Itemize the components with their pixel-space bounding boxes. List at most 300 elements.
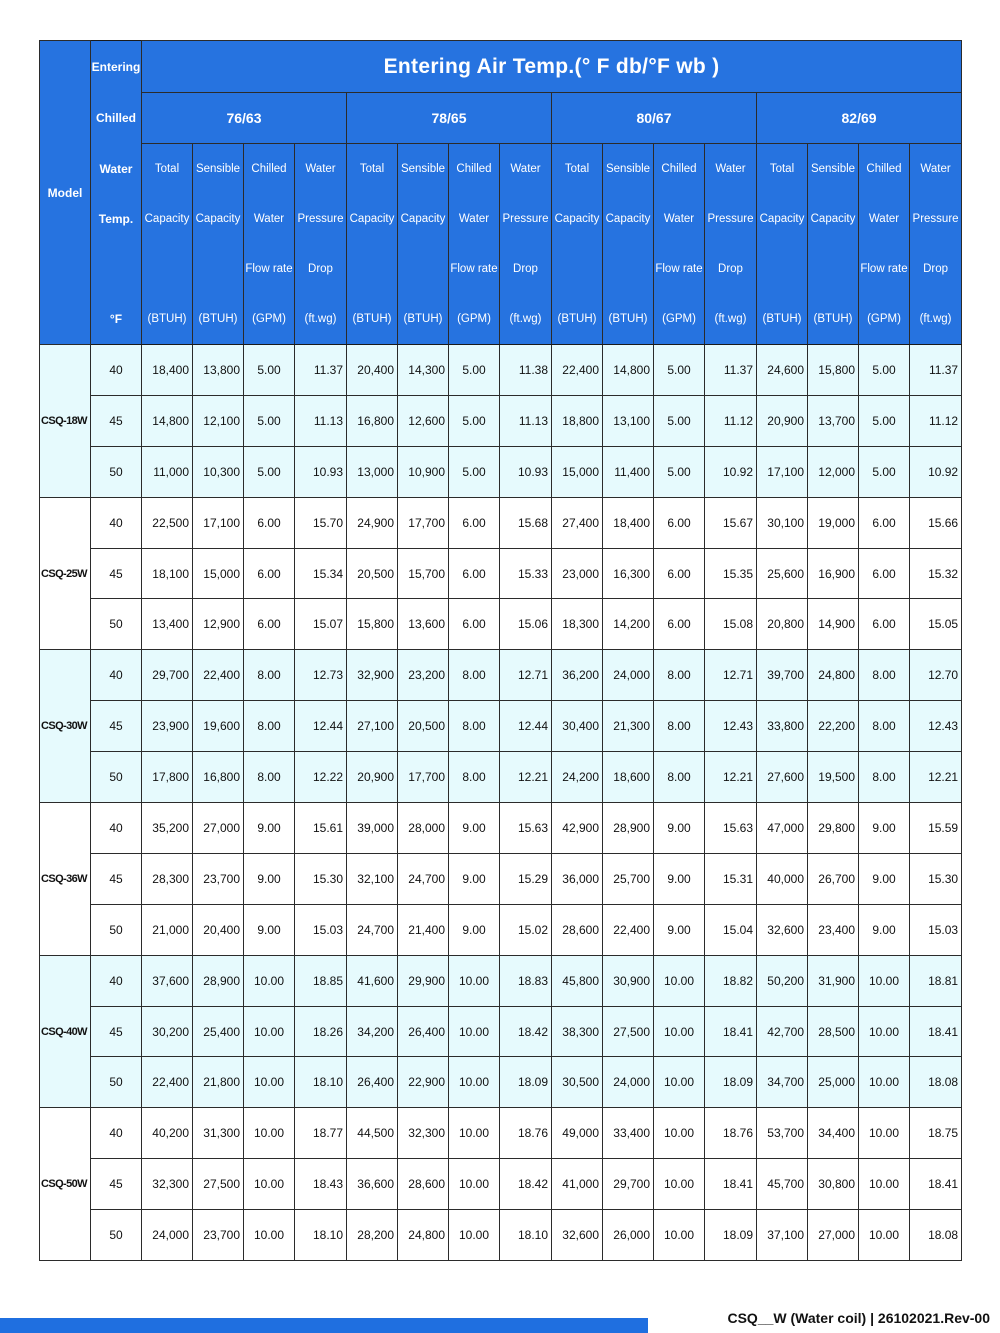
sub-column-header: Water xyxy=(705,144,757,195)
water-temp-cell: 45 xyxy=(91,548,142,599)
condition-header: 76/63 xyxy=(142,93,347,144)
value-cell: 12.44 xyxy=(500,701,552,752)
value-cell: 16,800 xyxy=(193,752,244,803)
model-name-cell: CSQ-25W xyxy=(40,497,91,650)
value-cell: 40,000 xyxy=(757,853,808,904)
value-cell: 5.00 xyxy=(654,395,705,446)
value-cell: 18.10 xyxy=(295,1057,347,1108)
value-cell: 41,000 xyxy=(552,1159,603,1210)
table-header xyxy=(40,41,962,345)
sub-column-header: Flow rate xyxy=(859,244,910,294)
value-cell: 20,800 xyxy=(757,599,808,650)
value-cell: 10,900 xyxy=(398,446,449,497)
value-cell: 28,900 xyxy=(603,803,654,854)
value-cell: 15,000 xyxy=(552,446,603,497)
sub-column-header: Water xyxy=(500,144,552,195)
footer-document-code: CSQ__W (Water coil) | 26102021.Rev-00 xyxy=(727,1310,990,1326)
water-temp-cell: 50 xyxy=(91,752,142,803)
value-cell: 5.00 xyxy=(859,345,910,396)
value-cell: 18.09 xyxy=(500,1057,552,1108)
value-cell: 12.21 xyxy=(705,752,757,803)
value-cell: 12,600 xyxy=(398,395,449,446)
value-cell: 18.76 xyxy=(705,1108,757,1159)
value-cell: 11,400 xyxy=(603,446,654,497)
value-cell: 6.00 xyxy=(654,599,705,650)
model-name-cell: CSQ-40W xyxy=(40,955,91,1108)
value-cell: 10.00 xyxy=(244,955,295,1006)
model-column-header: Model xyxy=(40,41,91,345)
table-row xyxy=(40,1057,962,1108)
sub-column-header: (ft.wg) xyxy=(500,294,552,345)
sub-column-header: (ft.wg) xyxy=(910,294,962,345)
condition-header: 82/69 xyxy=(757,93,962,144)
value-cell: 5.00 xyxy=(244,446,295,497)
value-cell: 12.43 xyxy=(910,701,962,752)
value-cell: 6.00 xyxy=(654,497,705,548)
value-cell: 17,100 xyxy=(757,446,808,497)
value-cell: 10.00 xyxy=(859,1210,910,1261)
value-cell: 18.75 xyxy=(910,1108,962,1159)
value-cell: 23,400 xyxy=(808,904,859,955)
value-cell: 30,500 xyxy=(552,1057,603,1108)
value-cell: 18.41 xyxy=(910,1006,962,1057)
water-temp-cell: 50 xyxy=(91,446,142,497)
value-cell: 14,800 xyxy=(142,395,193,446)
condition-header: 78/65 xyxy=(347,93,552,144)
sub-column-header: Flow rate xyxy=(244,244,295,294)
value-cell: 25,400 xyxy=(193,1006,244,1057)
value-cell: 30,100 xyxy=(757,497,808,548)
value-cell: 15.32 xyxy=(910,548,962,599)
sub-column-header: (BTUH) xyxy=(757,294,808,345)
value-cell: 9.00 xyxy=(244,803,295,854)
value-cell: 42,700 xyxy=(757,1006,808,1057)
sub-column-header xyxy=(193,244,244,294)
ew-header-line: Water xyxy=(91,144,142,195)
table-row xyxy=(40,650,962,701)
value-cell: 15.67 xyxy=(705,497,757,548)
value-cell: 13,800 xyxy=(193,345,244,396)
value-cell: 10.92 xyxy=(705,446,757,497)
value-cell: 33,800 xyxy=(757,701,808,752)
value-cell: 12.21 xyxy=(910,752,962,803)
table-row xyxy=(40,955,962,1006)
model-name-cell: CSQ-36W xyxy=(40,803,91,956)
value-cell: 26,000 xyxy=(603,1210,654,1261)
footer-bar xyxy=(0,1318,648,1333)
value-cell: 15.70 xyxy=(295,497,347,548)
value-cell: 23,700 xyxy=(193,853,244,904)
value-cell: 8.00 xyxy=(244,752,295,803)
value-cell: 31,300 xyxy=(193,1108,244,1159)
sub-column-header: Capacity xyxy=(142,194,193,244)
value-cell: 23,200 xyxy=(398,650,449,701)
value-cell: 12.73 xyxy=(295,650,347,701)
sub-column-header: Pressure xyxy=(295,194,347,244)
value-cell: 8.00 xyxy=(859,752,910,803)
sub-column-header: Water xyxy=(654,194,705,244)
sub-column-header: Chilled xyxy=(244,144,295,195)
value-cell: 10.00 xyxy=(449,1057,500,1108)
value-cell: 12,900 xyxy=(193,599,244,650)
sub-column-header: (BTUH) xyxy=(142,294,193,345)
value-cell: 8.00 xyxy=(654,650,705,701)
value-cell: 24,900 xyxy=(347,497,398,548)
value-cell: 18.41 xyxy=(705,1159,757,1210)
value-cell: 39,000 xyxy=(347,803,398,854)
ew-header-line: °F xyxy=(91,294,142,345)
value-cell: 35,200 xyxy=(142,803,193,854)
value-cell: 18,800 xyxy=(552,395,603,446)
water-temp-cell: 45 xyxy=(91,701,142,752)
water-temp-cell: 45 xyxy=(91,1006,142,1057)
value-cell: 18,400 xyxy=(603,497,654,548)
value-cell: 18.42 xyxy=(500,1159,552,1210)
value-cell: 53,700 xyxy=(757,1108,808,1159)
value-cell: 10.00 xyxy=(654,1057,705,1108)
value-cell: 13,000 xyxy=(347,446,398,497)
value-cell: 15.05 xyxy=(910,599,962,650)
value-cell: 10.00 xyxy=(654,955,705,1006)
value-cell: 24,000 xyxy=(142,1210,193,1261)
model-name-cell: CSQ-18W xyxy=(40,345,91,498)
value-cell: 27,400 xyxy=(552,497,603,548)
value-cell: 22,400 xyxy=(142,1057,193,1108)
value-cell: 11.12 xyxy=(705,395,757,446)
ew-header-line: Temp. xyxy=(91,194,142,244)
value-cell: 29,700 xyxy=(603,1159,654,1210)
air-temp-title: Entering Air Temp.(° F db/°F wb ) xyxy=(142,41,962,93)
value-cell: 18.26 xyxy=(295,1006,347,1057)
value-cell: 12.22 xyxy=(295,752,347,803)
value-cell: 10.00 xyxy=(859,1057,910,1108)
value-cell: 45,800 xyxy=(552,955,603,1006)
value-cell: 5.00 xyxy=(449,395,500,446)
value-cell: 18.08 xyxy=(910,1057,962,1108)
water-temp-cell: 45 xyxy=(91,853,142,904)
sub-column-header: (BTUH) xyxy=(398,294,449,345)
value-cell: 28,600 xyxy=(552,904,603,955)
value-cell: 6.00 xyxy=(654,548,705,599)
value-cell: 24,800 xyxy=(808,650,859,701)
sub-column-header: Capacity xyxy=(398,194,449,244)
value-cell: 27,000 xyxy=(193,803,244,854)
model-name-cell: CSQ-30W xyxy=(40,650,91,803)
value-cell: 6.00 xyxy=(449,497,500,548)
value-cell: 30,200 xyxy=(142,1006,193,1057)
table-row xyxy=(40,752,962,803)
value-cell: 29,800 xyxy=(808,803,859,854)
sub-column-header xyxy=(347,244,398,294)
sub-column-header: (BTUH) xyxy=(603,294,654,345)
sub-column-header xyxy=(757,244,808,294)
value-cell: 15.66 xyxy=(910,497,962,548)
value-cell: 20,500 xyxy=(347,548,398,599)
value-cell: 50,200 xyxy=(757,955,808,1006)
water-temp-cell: 50 xyxy=(91,599,142,650)
value-cell: 5.00 xyxy=(654,345,705,396)
value-cell: 6.00 xyxy=(859,548,910,599)
condition-header: 80/67 xyxy=(552,93,757,144)
value-cell: 9.00 xyxy=(449,904,500,955)
value-cell: 24,000 xyxy=(603,1057,654,1108)
value-cell: 18.81 xyxy=(910,955,962,1006)
water-temp-cell: 40 xyxy=(91,345,142,396)
value-cell: 20,400 xyxy=(193,904,244,955)
value-cell: 18,100 xyxy=(142,548,193,599)
value-cell: 11.38 xyxy=(500,345,552,396)
performance-table xyxy=(39,40,962,1261)
value-cell: 14,300 xyxy=(398,345,449,396)
sub-column-header: (BTUH) xyxy=(193,294,244,345)
table-row xyxy=(40,548,962,599)
sub-column-header: (BTUH) xyxy=(808,294,859,345)
value-cell: 30,900 xyxy=(603,955,654,1006)
sub-column-header: Sensible xyxy=(398,144,449,195)
value-cell: 11.12 xyxy=(910,395,962,446)
value-cell: 6.00 xyxy=(449,599,500,650)
value-cell: 9.00 xyxy=(654,904,705,955)
value-cell: 18.10 xyxy=(500,1210,552,1261)
sub-column-header: Total xyxy=(757,144,808,195)
value-cell: 15,800 xyxy=(808,345,859,396)
value-cell: 18.41 xyxy=(705,1006,757,1057)
value-cell: 39,700 xyxy=(757,650,808,701)
value-cell: 29,900 xyxy=(398,955,449,1006)
value-cell: 15.30 xyxy=(295,853,347,904)
value-cell: 21,400 xyxy=(398,904,449,955)
sub-column-header: Sensible xyxy=(808,144,859,195)
value-cell: 17,700 xyxy=(398,752,449,803)
value-cell: 27,500 xyxy=(603,1006,654,1057)
value-cell: 22,200 xyxy=(808,701,859,752)
value-cell: 32,300 xyxy=(398,1108,449,1159)
value-cell: 26,400 xyxy=(398,1006,449,1057)
sub-column-header: (GPM) xyxy=(654,294,705,345)
value-cell: 47,000 xyxy=(757,803,808,854)
value-cell: 28,900 xyxy=(193,955,244,1006)
value-cell: 15.61 xyxy=(295,803,347,854)
value-cell: 11.37 xyxy=(295,345,347,396)
value-cell: 5.00 xyxy=(859,446,910,497)
value-cell: 6.00 xyxy=(859,599,910,650)
table-row xyxy=(40,803,962,854)
value-cell: 15.04 xyxy=(705,904,757,955)
value-cell: 25,700 xyxy=(603,853,654,904)
value-cell: 27,500 xyxy=(193,1159,244,1210)
value-cell: 10,300 xyxy=(193,446,244,497)
value-cell: 9.00 xyxy=(244,853,295,904)
value-cell: 37,600 xyxy=(142,955,193,1006)
value-cell: 9.00 xyxy=(449,803,500,854)
value-cell: 25,000 xyxy=(808,1057,859,1108)
value-cell: 6.00 xyxy=(244,548,295,599)
value-cell: 28,200 xyxy=(347,1210,398,1261)
table-row xyxy=(40,395,962,446)
value-cell: 10.00 xyxy=(654,1108,705,1159)
value-cell: 18.42 xyxy=(500,1006,552,1057)
value-cell: 13,600 xyxy=(398,599,449,650)
value-cell: 32,600 xyxy=(757,904,808,955)
value-cell: 24,700 xyxy=(398,853,449,904)
value-cell: 24,200 xyxy=(552,752,603,803)
value-cell: 31,900 xyxy=(808,955,859,1006)
value-cell: 36,600 xyxy=(347,1159,398,1210)
value-cell: 19,000 xyxy=(808,497,859,548)
sub-column-header: (BTUH) xyxy=(552,294,603,345)
value-cell: 37,100 xyxy=(757,1210,808,1261)
value-cell: 22,400 xyxy=(193,650,244,701)
value-cell: 18.76 xyxy=(500,1108,552,1159)
value-cell: 10.00 xyxy=(449,1108,500,1159)
value-cell: 15.03 xyxy=(910,904,962,955)
value-cell: 12.44 xyxy=(295,701,347,752)
value-cell: 10.00 xyxy=(654,1210,705,1261)
value-cell: 18.09 xyxy=(705,1210,757,1261)
value-cell: 22,900 xyxy=(398,1057,449,1108)
value-cell: 32,600 xyxy=(552,1210,603,1261)
table-row xyxy=(40,497,962,548)
sub-column-header xyxy=(552,244,603,294)
sub-column-header: Capacity xyxy=(347,194,398,244)
value-cell: 33,400 xyxy=(603,1108,654,1159)
table-row xyxy=(40,1108,962,1159)
value-cell: 15.35 xyxy=(705,548,757,599)
value-cell: 41,600 xyxy=(347,955,398,1006)
sub-column-header: Flow rate xyxy=(654,244,705,294)
value-cell: 10.00 xyxy=(859,1108,910,1159)
sub-column-header: Chilled xyxy=(449,144,500,195)
value-cell: 8.00 xyxy=(244,650,295,701)
sub-column-header: Water xyxy=(910,144,962,195)
value-cell: 13,100 xyxy=(603,395,654,446)
value-cell: 10.00 xyxy=(449,955,500,1006)
sub-column-header: Pressure xyxy=(705,194,757,244)
value-cell: 17,800 xyxy=(142,752,193,803)
value-cell: 9.00 xyxy=(654,803,705,854)
value-cell: 5.00 xyxy=(859,395,910,446)
value-cell: 16,900 xyxy=(808,548,859,599)
value-cell: 11,000 xyxy=(142,446,193,497)
value-cell: 18.77 xyxy=(295,1108,347,1159)
sub-column-header: Capacity xyxy=(603,194,654,244)
sub-column-header: Total xyxy=(142,144,193,195)
value-cell: 10.92 xyxy=(910,446,962,497)
value-cell: 28,000 xyxy=(398,803,449,854)
table-body xyxy=(40,345,962,1261)
sub-column-header: Drop xyxy=(910,244,962,294)
value-cell: 15.68 xyxy=(500,497,552,548)
value-cell: 8.00 xyxy=(449,752,500,803)
table-row xyxy=(40,853,962,904)
table-row xyxy=(40,701,962,752)
value-cell: 23,900 xyxy=(142,701,193,752)
sub-column-header: Capacity xyxy=(193,194,244,244)
value-cell: 17,700 xyxy=(398,497,449,548)
ew-header-line: Chilled xyxy=(91,93,142,144)
value-cell: 18,300 xyxy=(552,599,603,650)
value-cell: 34,400 xyxy=(808,1108,859,1159)
value-cell: 11.13 xyxy=(500,395,552,446)
sub-column-header: Chilled xyxy=(654,144,705,195)
value-cell: 19,500 xyxy=(808,752,859,803)
water-temp-cell: 40 xyxy=(91,497,142,548)
water-temp-cell: 50 xyxy=(91,1210,142,1261)
value-cell: 24,700 xyxy=(347,904,398,955)
value-cell: 15,800 xyxy=(347,599,398,650)
value-cell: 14,800 xyxy=(603,345,654,396)
value-cell: 5.00 xyxy=(244,345,295,396)
value-cell: 8.00 xyxy=(654,701,705,752)
value-cell: 15.33 xyxy=(500,548,552,599)
value-cell: 15.06 xyxy=(500,599,552,650)
value-cell: 9.00 xyxy=(859,904,910,955)
value-cell: 15.31 xyxy=(705,853,757,904)
value-cell: 15.30 xyxy=(910,853,962,904)
value-cell: 27,000 xyxy=(808,1210,859,1261)
value-cell: 29,700 xyxy=(142,650,193,701)
sub-column-header: (BTUH) xyxy=(347,294,398,345)
value-cell: 9.00 xyxy=(244,904,295,955)
value-cell: 30,800 xyxy=(808,1159,859,1210)
value-cell: 8.00 xyxy=(859,701,910,752)
sub-column-header: Sensible xyxy=(193,144,244,195)
water-temp-cell: 40 xyxy=(91,650,142,701)
value-cell: 6.00 xyxy=(859,497,910,548)
sub-column-header: Sensible xyxy=(603,144,654,195)
value-cell: 21,000 xyxy=(142,904,193,955)
water-temp-cell: 45 xyxy=(91,395,142,446)
sub-column-header: Chilled xyxy=(859,144,910,195)
value-cell: 16,800 xyxy=(347,395,398,446)
value-cell: 10.93 xyxy=(500,446,552,497)
water-temp-cell: 50 xyxy=(91,904,142,955)
value-cell: 10.00 xyxy=(244,1108,295,1159)
value-cell: 45,700 xyxy=(757,1159,808,1210)
value-cell: 20,400 xyxy=(347,345,398,396)
value-cell: 15.29 xyxy=(500,853,552,904)
water-temp-cell: 40 xyxy=(91,803,142,854)
value-cell: 10.00 xyxy=(244,1057,295,1108)
value-cell: 8.00 xyxy=(654,752,705,803)
value-cell: 40,200 xyxy=(142,1108,193,1159)
value-cell: 11.37 xyxy=(705,345,757,396)
value-cell: 42,900 xyxy=(552,803,603,854)
value-cell: 27,100 xyxy=(347,701,398,752)
value-cell: 10.00 xyxy=(449,1006,500,1057)
value-cell: 11.13 xyxy=(295,395,347,446)
sub-column-header: (GPM) xyxy=(859,294,910,345)
value-cell: 6.00 xyxy=(244,497,295,548)
sub-column-header: Water xyxy=(859,194,910,244)
value-cell: 15.07 xyxy=(295,599,347,650)
value-cell: 6.00 xyxy=(244,599,295,650)
value-cell: 26,700 xyxy=(808,853,859,904)
value-cell: 25,600 xyxy=(757,548,808,599)
value-cell: 15.59 xyxy=(910,803,962,854)
model-name-cell: CSQ-50W xyxy=(40,1108,91,1261)
value-cell: 8.00 xyxy=(449,701,500,752)
sub-column-header xyxy=(603,244,654,294)
value-cell: 20,900 xyxy=(757,395,808,446)
value-cell: 49,000 xyxy=(552,1108,603,1159)
value-cell: 44,500 xyxy=(347,1108,398,1159)
value-cell: 27,600 xyxy=(757,752,808,803)
value-cell: 18.83 xyxy=(500,955,552,1006)
value-cell: 5.00 xyxy=(449,345,500,396)
water-temp-cell: 45 xyxy=(91,1159,142,1210)
value-cell: 9.00 xyxy=(859,803,910,854)
